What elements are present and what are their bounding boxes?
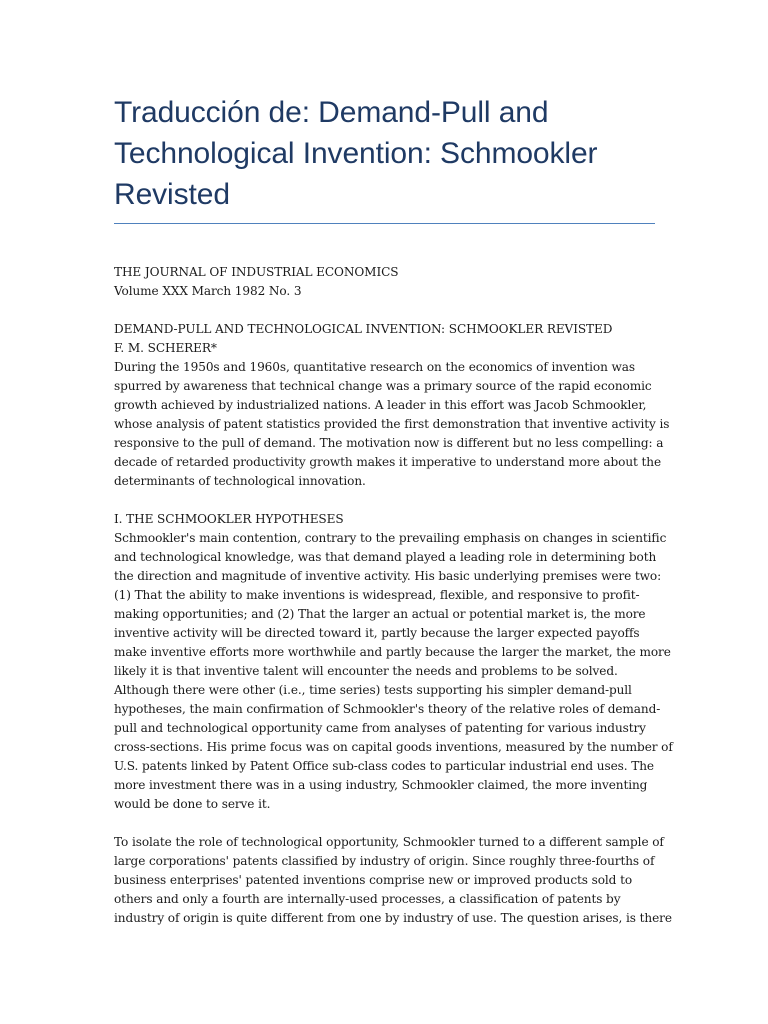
paragraph-1 — [114, 358, 670, 491]
article-author: F. M. SCHERER* — [114, 341, 217, 355]
paragraph-line: business enterprises' patented inventions comprise new or improved products sold to — [114, 873, 633, 887]
title-line: Revisted — [114, 178, 230, 211]
paragraph-line: Although there were other (i.e., time series) tests supporting his simpler demand-pull — [114, 683, 632, 697]
spacer — [114, 301, 656, 320]
paragraph-line: would be done to serve it. — [114, 797, 271, 811]
document-page — [114, 92, 673, 928]
paragraph-line: others and only a fourth are internally-used processes, a classification of patents by — [114, 892, 621, 906]
spacer — [114, 814, 656, 833]
journal-info — [114, 263, 656, 301]
paragraph-line: decade of retarded productivity growth makes it imperative to understand more about the — [114, 455, 662, 469]
paragraph-line: make inventive efforts more worthwhile and partly because the larger the market, the more — [114, 645, 671, 659]
paragraph-line: determinants of technological innovation. — [114, 474, 366, 488]
journal-name: THE JOURNAL OF INDUSTRIAL ECONOMICS — [114, 265, 399, 279]
paragraph-line: whose analysis of patent statistics provided the first demonstration that inventive activity is — [114, 417, 670, 431]
title-underline — [114, 223, 655, 224]
title-line: Traducción de: Demand-Pull and — [114, 96, 549, 129]
paragraph-line: (1) That the ability to make inventions is widespread, flexible, and responsive to profit- — [114, 588, 640, 602]
paragraph-line: cross-sections. His prime focus was on capital goods inventions, measured by the number of — [114, 740, 673, 754]
article-header — [114, 320, 656, 358]
article-heading: DEMAND-PULL AND TECHNOLOGICAL INVENTION: SCHMOOKLER REVISTED — [114, 322, 613, 336]
paragraph-line: large corporations' patents classified by industry of origin. Since roughly three-fourths of — [114, 854, 655, 868]
paragraph-line: likely it is that inventive talent will encounter the needs and problems to be solved. — [114, 664, 618, 678]
paragraph-line: more investment there was in a using industry, Schmookler claimed, the more inventing — [114, 778, 648, 792]
paragraph-line: U.S. patents linked by Patent Office sub-class codes to particular industrial end uses. The — [114, 759, 654, 773]
title-line: Technological Invention: Schmookler — [114, 137, 598, 170]
paragraph-line: and technological knowledge, was that demand played a leading role in determining both — [114, 550, 657, 564]
spacer — [114, 491, 656, 510]
paragraph-line: hypotheses, the main confirmation of Schmookler's theory of the relative roles of demand- — [114, 702, 661, 716]
paragraph-line: the direction and magnitude of inventive activity. His basic underlying premises were two: — [114, 569, 662, 583]
paragraph-line: inventive activity will be directed toward it, partly because the larger expected payoffs — [114, 626, 640, 640]
document-title — [114, 92, 656, 215]
paragraph-line: During the 1950s and 1960s, quantitative research on the economics of invention was — [114, 360, 635, 374]
paragraph-line: spurred by awareness that technical change was a primary source of the rapid economic — [114, 379, 652, 393]
journal-issue: Volume XXX March 1982 No. 3 — [114, 284, 302, 298]
paragraph-line: pull and technological opportunity came from analyses of patenting for various industry — [114, 721, 646, 735]
paragraph-line: responsive to the pull of demand. The motivation now is different but no less compelling: a — [114, 436, 664, 450]
section-1 — [114, 510, 673, 814]
section-heading: I. THE SCHMOOKLER HYPOTHESES — [114, 512, 344, 526]
paragraph-line: growth achieved by industrialized nations. A leader in this effort was Jacob Schmookler, — [114, 398, 647, 412]
paragraph-line: industry of origin is quite different from one by industry of use. The question arises, is there — [114, 911, 672, 925]
paragraph-line: Schmookler's main contention, contrary to the prevailing emphasis on changes in scientific — [114, 531, 667, 545]
paragraph-line: making opportunities; and (2) That the larger an actual or potential market is, the more — [114, 607, 646, 621]
paragraph-3 — [114, 833, 672, 928]
paragraph-line: To isolate the role of technological opportunity, Schmookler turned to a different sample of — [114, 835, 664, 849]
